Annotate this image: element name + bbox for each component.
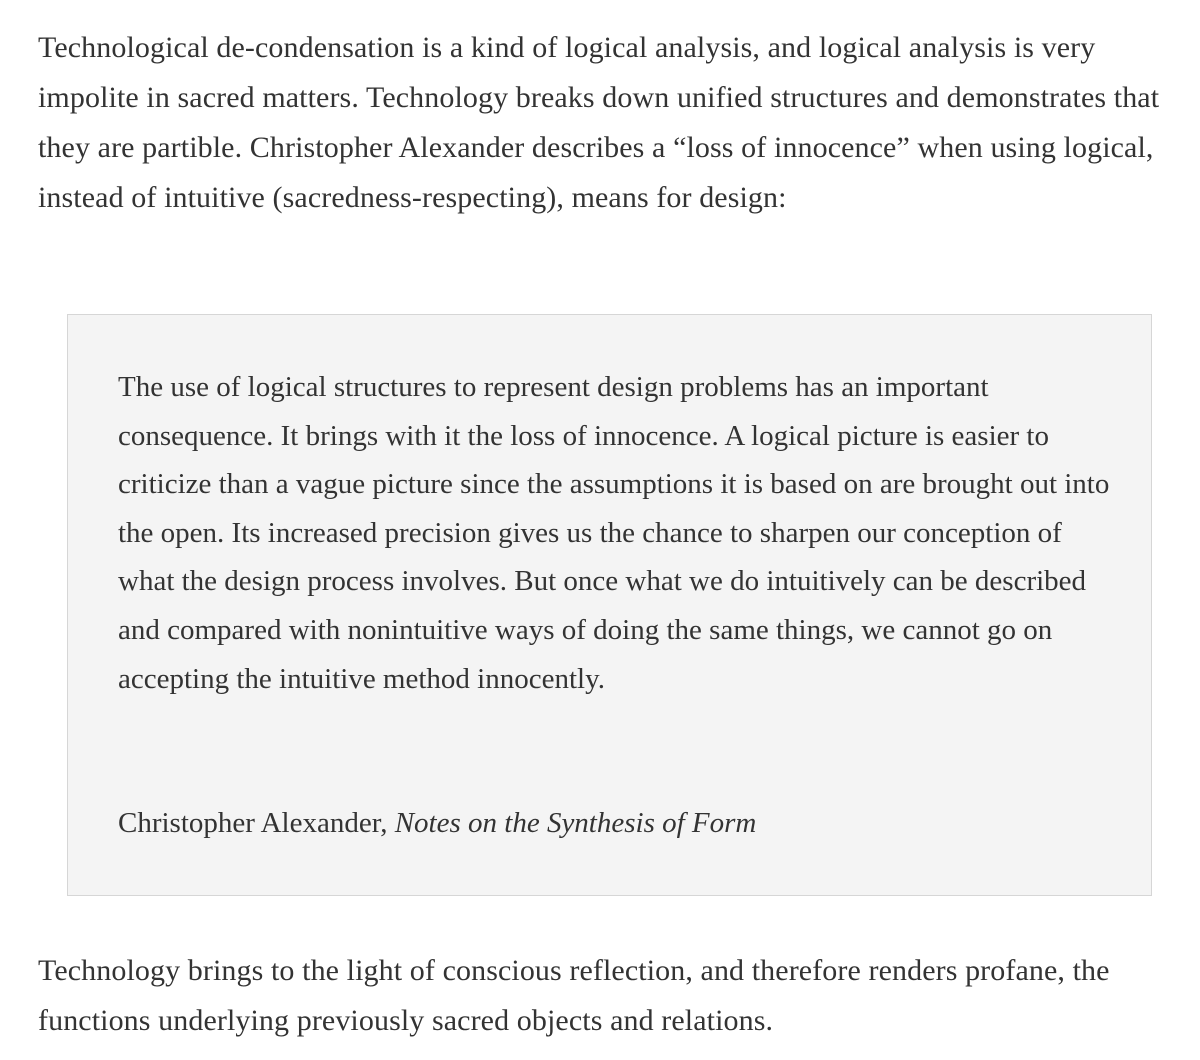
body-paragraph-intro: Technological de-condensation is a kind of logical analysis, and logical analysis is very impolite in sacred matters. Technology breaks down unified structures and demonstrates that they are partible. Christopher Alexander describes a “loss of innocence” when using logical, instead of intuitive (sacredness-respecting), means for design: — [38, 31, 1160, 214]
quote-attribution — [118, 799, 756, 847]
quote-text: The use of logical structures to represent design problems has an important consequence. It brings with it the loss of innocence. A logical picture is easier to criticize than a vague picture since the assumptions it is based on are brought out into the open. Its increased precision gives us the chance to sharpen our conception of what the design process involves. But once what we do intuitively can be described and compared with nonintuitive ways of doing the same things, we cannot go on accepting the intuitive method innocently. — [118, 371, 1110, 695]
quote-author: Christopher Alexander, — [118, 807, 388, 839]
body-paragraph-conclusion: Technology brings to the light of conscious reflection, and therefore renders profane, the functions underlying previously sacred objects and relations. — [38, 954, 1110, 1037]
blockquote — [67, 314, 1152, 896]
quote-source-title: Notes on the Synthesis of Form — [394, 807, 757, 839]
